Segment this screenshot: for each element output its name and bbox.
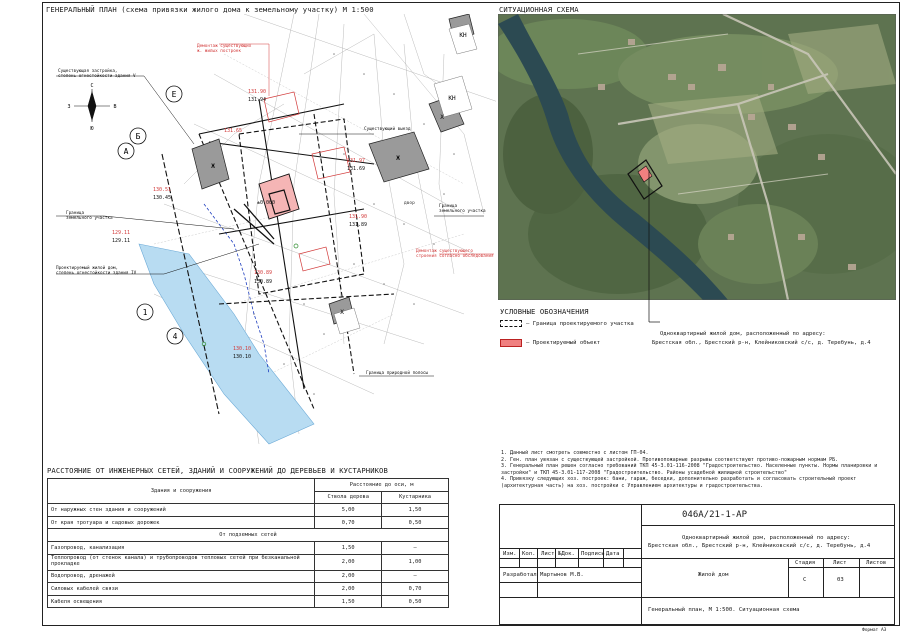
label-h1: Х xyxy=(440,114,444,121)
callout-demolition-right-2: строения согласно обследования xyxy=(416,254,494,259)
callout-plot-boundary-r1: Граница xyxy=(439,204,458,209)
doc-code: 046А/21-1-АР xyxy=(682,510,748,520)
object-line-1: Одноквартирный жилой дом, расположенный по адресу: xyxy=(682,535,851,541)
elev-7: 130.45 xyxy=(153,195,172,201)
axis-4: 4 xyxy=(172,332,178,341)
legend-boundary-swatch xyxy=(500,320,522,327)
callout-existing-building-1: Существующая застройка, xyxy=(58,69,118,74)
callout-designed-house-1: Проектируемый жилой дом, xyxy=(56,266,119,271)
col-group-header: Расстояние до оси, м xyxy=(315,479,449,492)
h-listov: Листов xyxy=(866,560,887,566)
table-row: Газопровод, канализация 1,50 – xyxy=(48,541,449,554)
object-line-2: Брестская обл., Брестский р-н, Клейниковский с/с, д. Теребунь, д.4 xyxy=(648,543,871,549)
elev-5: 131.69 xyxy=(347,166,366,172)
note-3b: застройки" и ТКП 45-3.01-117-2008 "Градостроительство. Районы усадебной жилищной строительство" xyxy=(501,469,787,476)
elev-6: 130.51 xyxy=(153,187,172,193)
elev-11: 131.89 xyxy=(349,222,368,228)
sheet-title: Генеральный план, М 1:500. Ситуационная схема xyxy=(648,607,800,613)
callout-demolition-top-2: ж. жилых построек xyxy=(197,49,241,54)
label-h2: Х xyxy=(340,309,344,316)
table-row: Силовых кабелей связи 2,00 0,70 xyxy=(48,583,449,596)
h-kol: Кол. xyxy=(522,551,536,557)
format-label: Формат А3 xyxy=(862,628,887,633)
situation-address-1: Одноквартирный жилой дом, расположенный по адресу: xyxy=(660,331,826,337)
blue-zone xyxy=(139,244,314,444)
label-zh2: Ж xyxy=(396,155,400,162)
elev-2: 131.94 xyxy=(248,97,267,103)
compass-n: С xyxy=(90,83,94,89)
general-plan-drawing xyxy=(44,14,496,464)
section-label: От подземных сетей xyxy=(48,529,449,542)
elev-13: 130.89 xyxy=(254,279,273,285)
callout-demolition-top-1: Демонтаж существующих xyxy=(197,44,252,49)
designed-house xyxy=(234,174,299,244)
leader-lines xyxy=(56,76,484,376)
h-stadia: Стадия xyxy=(795,560,816,566)
title-block xyxy=(499,504,895,625)
callout-existing-building-2: степень огнестойкости здания V xyxy=(58,74,136,79)
plan-title: ГЕНЕРАЛЬНЫЙ ПЛАН (схема привязки жилого дома к земельному участку) М 1:500 xyxy=(46,5,374,14)
elev-zero: ±0.000 xyxy=(257,200,276,206)
elev-3: 131.65 xyxy=(224,128,243,134)
h-izm: Изм. xyxy=(503,551,517,557)
axis-b: Б xyxy=(135,132,141,141)
note-3: 3. Генеральный план решен согласно требований ТКП 45-3.01-116-2008 "Градостроительство. Населенные пункты. Нормы планировки и xyxy=(501,463,878,470)
compass-e: В xyxy=(113,104,117,110)
callout-plot-boundary-2: земельного участка xyxy=(66,216,113,221)
distances-table xyxy=(47,478,449,608)
table-row: Водопровод, дренажей 2,00 – xyxy=(48,570,449,583)
survey-lines xyxy=(154,14,496,444)
elev-10: 131.90 xyxy=(349,214,368,220)
elev-9: 129.11 xyxy=(112,238,131,244)
elev-4: 131.97 xyxy=(347,158,366,164)
h-list: Лист xyxy=(541,551,555,557)
building-name: Жилой дом xyxy=(698,572,729,578)
compass-w: З xyxy=(67,104,71,110)
callout-plot-boundary-1: Граница xyxy=(66,211,85,216)
callout-designed-house-2: степень огнестойкости здания IV xyxy=(56,271,137,276)
designed-plot-boundary xyxy=(239,119,364,294)
elev-12: 130.89 xyxy=(254,270,273,276)
callout-demolition-right-1: Демонтаж существующего xyxy=(416,249,473,254)
table-section-row xyxy=(48,529,449,542)
h-data: Дата xyxy=(606,551,620,557)
plot-boundary-lines xyxy=(162,99,394,414)
table-row: От наружных стен здания и сооружений 5,00 1,50 xyxy=(48,504,449,517)
h-list2: Лист xyxy=(833,560,847,566)
legend-boundary-label: – Граница проектируемого участка xyxy=(526,321,634,327)
note-1: 1. Данный лист смотреть совместно с листом ГП-04. xyxy=(501,450,649,456)
legend-object-swatch xyxy=(500,339,522,347)
col-bush-header: Кустарника xyxy=(382,491,449,504)
label-kn2: КН xyxy=(459,32,467,39)
existing-buildings xyxy=(192,14,474,324)
compass xyxy=(74,89,110,122)
axis-a: А xyxy=(123,147,129,156)
table-row: От края тротуара и садовых дорожек 0,70 0,50 xyxy=(48,516,449,529)
note-4: 4. Привязку следующих хоз. построек: бани, гараж, беседки, дополнительно разработать и согласовать строительный проект xyxy=(501,476,857,483)
elev-15: 130.10 xyxy=(233,354,252,360)
role-developer: Разработал xyxy=(503,572,537,578)
situation-address-2: Брестская обл., Брестский р-н, Клейниковский с/с, д. Теребунь, д.4 xyxy=(652,340,871,346)
callout-existing-cut: Существующий выезд xyxy=(364,127,411,132)
legend-object-label: – Проектируемый объект xyxy=(526,340,601,346)
developer-name: Мартынов М.В. xyxy=(540,572,584,578)
callout-plot-boundary-r2: земельного участка xyxy=(439,209,486,214)
sheet-number: 03 xyxy=(837,577,844,583)
callout-boundary-zone: Граница природной полосы xyxy=(366,371,429,376)
col-tree-header: Ствола дерева xyxy=(315,491,382,504)
situation-title: СИТУАЦИОННАЯ СХЕМА xyxy=(499,5,579,14)
col-name-header: Здания и сооружения xyxy=(48,479,315,504)
note-4b: (архитектурная часть) на хоз. постройки с Управлением архитектуры и градостроительства. xyxy=(501,482,763,489)
elev-1: 131.90 xyxy=(248,89,267,95)
label-dvor: двор xyxy=(404,201,415,206)
stadia-value: С xyxy=(803,577,807,583)
general-notes xyxy=(501,450,896,490)
label-zh1: Ж xyxy=(211,163,215,170)
situation-map xyxy=(498,14,896,300)
distances-title: РАССТОЯНИЕ ОТ ИНЖЕНЕРНЫХ СЕТЕЙ, ЗДАНИЙ И СООРУЖЕНИЙ ДО ДЕРЕВЬЕВ И КУСТАРНИКОВ xyxy=(47,466,388,475)
table-row: Теплопровод (от стенок канала) и трубопроводов тепловых сетей при безканальной прокладке 2,00 1,00 xyxy=(48,554,449,570)
situation-leader xyxy=(640,170,660,330)
axis-1: 1 xyxy=(142,308,148,317)
label-kn1: КН xyxy=(448,95,456,102)
h-podp: Подпись xyxy=(581,551,605,557)
h-ndok: №Док. xyxy=(558,551,575,557)
elev-8: 129.11 xyxy=(112,230,131,236)
legend-title: УСЛОВНЫЕ ОБОЗНАЧЕНИЯ xyxy=(500,307,589,316)
axis-e: Е xyxy=(171,90,177,99)
compass-s: Ю xyxy=(90,126,94,132)
elev-14: 130.10 xyxy=(233,346,252,352)
note-2: 2. Ген. план увязан с существующей застройкой. Противопожарные разрывы соответствуют противо-пожарным нормам РБ. xyxy=(501,456,839,463)
table-row: Кабеля освещения 1,50 0,50 xyxy=(48,595,449,608)
